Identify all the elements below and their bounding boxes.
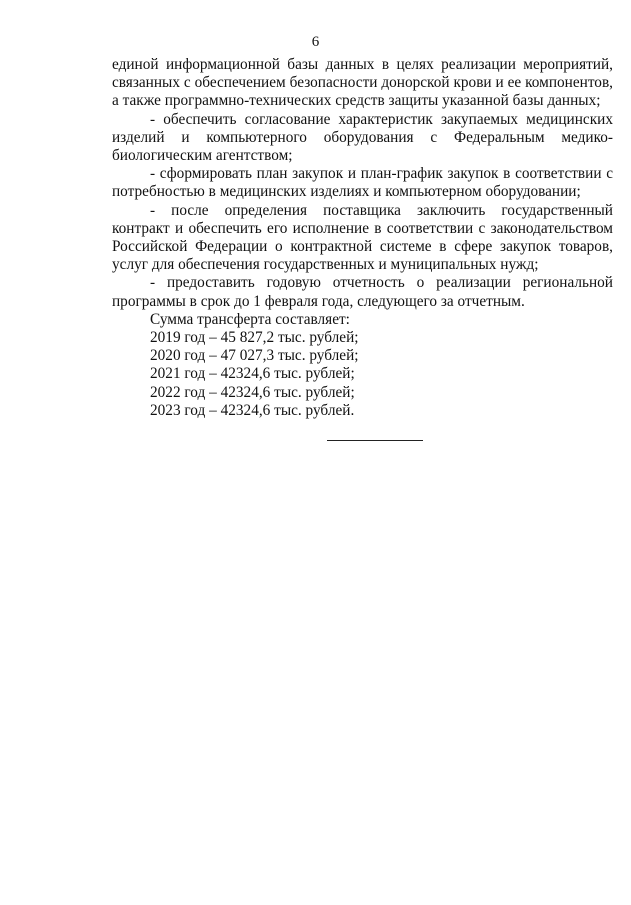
paragraph-contract: - после определения поставщика заключить государственный контракт и обеспечить его исполнение в соответствии с законодательством Российской Федерации о контрактной системе в сфере закупок товаров, услуг для обеспечения государственных и муниципальных нужд; — [112, 201, 613, 274]
paragraph-reporting: - предоставить годовую отчетность о реализации региональной программы в срок до 1 февраля года, следующего за отчетным. — [112, 274, 613, 310]
transfer-year-2019: 2019 год – 45 827,2 тыс. рублей; — [150, 329, 359, 347]
transfer-year-2023: 2023 год – 42324,6 тыс. рублей. — [150, 401, 355, 419]
transfer-year-2021: 2021 год – 42324,6 тыс. рублей; — [150, 365, 355, 383]
paragraph-approval: - обеспечить согласование характеристик закупаемых медицинских изделий и компьютерного оборудования с Федеральным медико-биологическим агентством; — [112, 110, 613, 165]
paragraph-procurement-plan: - сформировать план закупок и план-график закупок в соответствии с потребностью в медицинских изделиях и компьютерном оборудовании; — [112, 165, 613, 201]
transfer-intro: Сумма трансферта составляет: — [150, 310, 350, 328]
body-text — [112, 56, 613, 420]
transfer-year-2022: 2022 год – 42324,6 тыс. рублей; — [150, 383, 355, 401]
end-divider — [327, 440, 423, 441]
transfer-year-2020: 2020 год – 47 027,3 тыс. рублей; — [150, 347, 359, 365]
page-number: 6 — [311, 34, 320, 50]
paragraph-continuation: единой информационной базы данных в целях реализации мероприятий, связанных с обеспечением безопасности донорской крови и ее компонентов, а также программно-технических средств защиты указанной базы данных; — [112, 56, 613, 110]
